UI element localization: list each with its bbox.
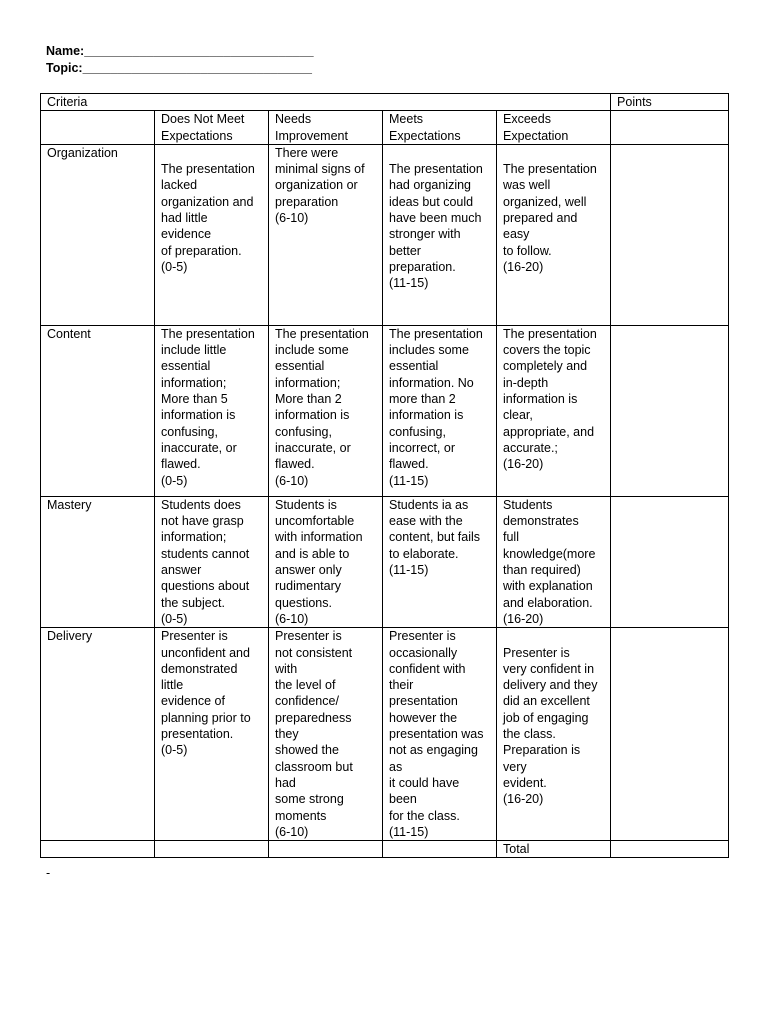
empty-cell	[41, 841, 155, 858]
rubric-cell: The presentation include some essential information; More than 2 information is confusing, inaccurate, or flawed. (6-10)	[269, 325, 383, 496]
total-row	[41, 841, 729, 858]
table-row	[41, 628, 729, 841]
rubric-cell: The presentation lacked organization and had little evidence of preparation. (0-5)	[155, 144, 269, 325]
total-label: Total	[497, 841, 611, 858]
rubric-cell: There were minimal signs of organization or preparation (6-10)	[269, 144, 383, 325]
criterion-label: Organization	[41, 144, 155, 325]
criterion-label: Mastery	[41, 496, 155, 627]
empty-cell	[41, 111, 155, 145]
rubric-cell: Presenter is not consistent with the level of confidence/ preparedness they showed the classroom but had some strong moments (6-10)	[269, 628, 383, 841]
rubric-cell: Students is uncomfortable with information and is able to answer only rudimentary questions. (6-10)	[269, 496, 383, 627]
rubric-cell: Students does not have grasp information; students cannot answer questions about the subject. (0-5)	[155, 496, 269, 627]
rubric-cell: Presenter is occasionally confident with their presentation however the presentation was not as engaging as it could have been for the class. (11-15)	[383, 628, 497, 841]
table-row	[41, 496, 729, 627]
rubric-table	[40, 93, 729, 858]
rubric-cell: The presentation includes some essential information. No more than 2 information is confusing, incorrect, or flawed. (11-15)	[383, 325, 497, 496]
rubric-cell: Presenter is very confident in delivery and they did an excellent job of engaging the class. Preparation is very evident. (16-20)	[497, 628, 611, 841]
points-cell	[611, 496, 729, 627]
levels-row	[41, 111, 729, 145]
empty-cell	[155, 841, 269, 858]
footer-dash: -	[46, 866, 51, 880]
rubric-cell: Students ia as ease with the content, but fails to elaborate. (11-15)	[383, 496, 497, 627]
rubric-cell: The presentation was well organized, well prepared and easy to follow. (16-20)	[497, 144, 611, 325]
topic-field-line: Topic:_________________________________	[46, 61, 312, 75]
rubric-cell: The presentation had organizing ideas but could have been much stronger with better preparation. (11-15)	[383, 144, 497, 325]
points-header: Points	[611, 94, 729, 111]
points-cell	[611, 111, 729, 145]
points-cell	[611, 325, 729, 496]
empty-cell	[383, 841, 497, 858]
table-row	[41, 144, 729, 325]
level-needs-improvement: Needs Improvement	[269, 111, 383, 145]
level-meets: Meets Expectations	[383, 111, 497, 145]
points-cell	[611, 628, 729, 841]
rubric-cell: The presentation include little essential information; More than 5 information is confusing, inaccurate, or flawed. (0-5)	[155, 325, 269, 496]
empty-cell	[269, 841, 383, 858]
rubric-cell: The presentation covers the topic completely and in-depth information is clear, appropriate, and accurate.; (16-20)	[497, 325, 611, 496]
level-does-not-meet: Does Not Meet Expectations	[155, 111, 269, 145]
rubric-cell: Presenter is unconfident and demonstrated little evidence of planning prior to presentation. (0-5)	[155, 628, 269, 841]
points-cell	[611, 144, 729, 325]
table-row	[41, 325, 729, 496]
table-header-row	[41, 94, 729, 111]
total-points-cell	[611, 841, 729, 858]
criterion-label: Content	[41, 325, 155, 496]
name-field-line: Name:_________________________________	[46, 44, 314, 58]
level-exceeds: Exceeds Expectation	[497, 111, 611, 145]
rubric-cell: Students demonstrates full knowledge(more than required) with explanation and elaboration. (16-20)	[497, 496, 611, 627]
criterion-label: Delivery	[41, 628, 155, 841]
criteria-header: Criteria	[41, 94, 611, 111]
